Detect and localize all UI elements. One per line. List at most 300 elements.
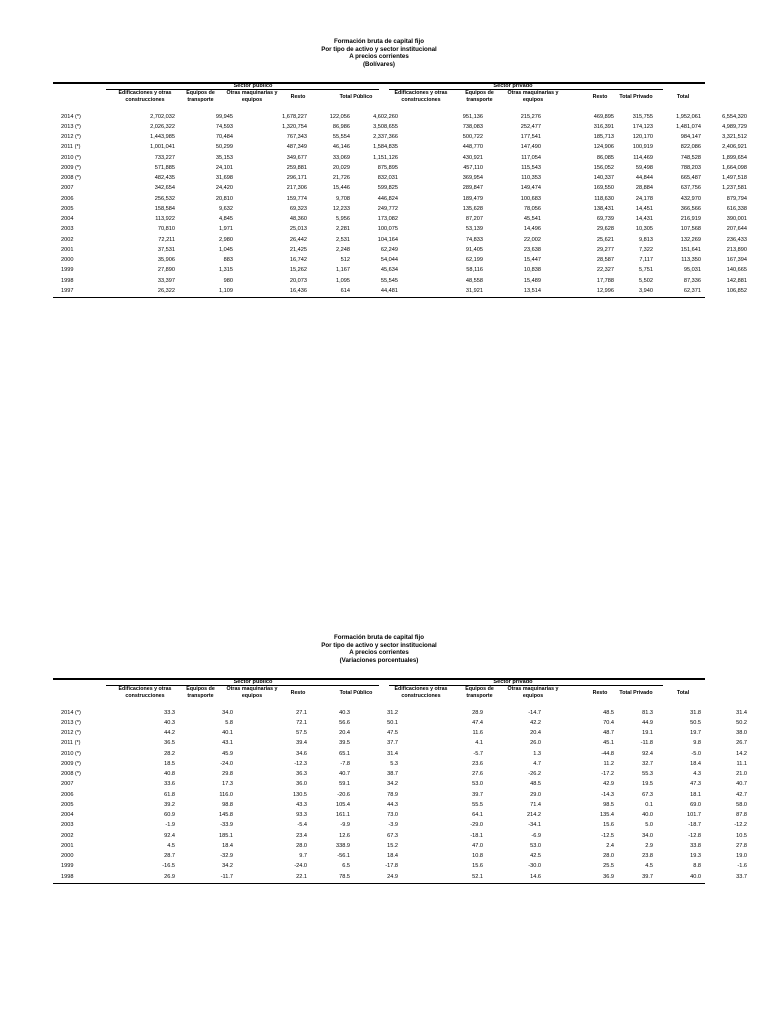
cell-resto-privado: 14,431 <box>635 216 653 222</box>
cell-resto-privado: 174,123 <box>632 123 653 130</box>
cell-transporte-privado: -34.1 <box>528 822 541 829</box>
cell-resto-publico: 2,281 <box>336 226 350 233</box>
cell-total-privado: 132,269 <box>680 236 701 243</box>
table-row <box>53 286 747 296</box>
table-row <box>53 718 747 728</box>
cell-total-publico: 173,082 <box>377 216 398 222</box>
cell-transporte-publico: 185.1 <box>219 832 233 839</box>
cell-resto-privado: 23.8 <box>642 853 653 859</box>
cell-total-publico: 73.0 <box>387 812 398 818</box>
table-row <box>53 204 747 214</box>
table-row <box>53 122 747 132</box>
data-table <box>53 707 747 881</box>
cell-edificaciones-privado: 951,136 <box>462 113 483 120</box>
cell-total-privado: 87,336 <box>683 277 701 284</box>
cell-resto-privado: 7,322 <box>639 246 653 253</box>
cell-total: 26.7 <box>736 740 747 747</box>
cell-total-publico: 38.7 <box>387 771 398 777</box>
cell-edificaciones-privado: 738,083 <box>462 123 483 130</box>
cell-transporte-privado: 29.0 <box>530 791 541 798</box>
row-year: 2010 (*) <box>61 750 81 757</box>
cell-edificaciones-publico: 60.9 <box>164 812 175 818</box>
col-header-transporte-privado: Equipos de transporte <box>465 90 494 103</box>
cell-resto-privado: 5.0 <box>645 822 653 829</box>
cell-transporte-privado: 22,002 <box>523 236 541 243</box>
cell-total-publico: 4,602,260 <box>373 113 398 120</box>
cell-resto-publico: 40.3 <box>339 709 350 716</box>
cell-edificaciones-publico: -16.5 <box>162 863 175 870</box>
cell-total: 87.8 <box>736 812 747 818</box>
cell-total: 236,433 <box>726 236 747 243</box>
cell-edificaciones-privado: 4.1 <box>475 740 483 747</box>
cell-total-publico: 45,634 <box>380 267 398 274</box>
title-line-2: Por tipo de activo y sector institucional <box>321 641 437 649</box>
cell-maquinarias-publico: -24.0 <box>294 863 307 870</box>
cell-edificaciones-privado: 39.7 <box>472 791 483 798</box>
cell-resto-publico: 78.5 <box>339 873 350 880</box>
cell-transporte-publico: 40.1 <box>222 730 233 736</box>
cell-transporte-privado: 13,514 <box>523 287 541 294</box>
cell-resto-publico: 86,986 <box>332 123 350 130</box>
cell-edificaciones-publico: 28.2 <box>164 750 175 757</box>
cell-maquinarias-publico: 217,306 <box>286 185 307 192</box>
cell-edificaciones-privado: 47.4 <box>472 719 483 726</box>
cell-total: 106,852 <box>726 287 747 294</box>
row-year: 1998 <box>61 873 74 880</box>
col-header-maquinarias-privado: Otras maquinarias y equipos <box>507 686 559 699</box>
row-year: 2007 <box>61 185 74 192</box>
col-header-resto-privado: Resto <box>592 690 608 697</box>
table-titles <box>53 38 705 68</box>
row-year: 2001 <box>61 246 74 253</box>
cell-edificaciones-publico: 92.4 <box>164 832 175 839</box>
row-year: 1997 <box>61 287 74 294</box>
cell-transporte-privado: 214.2 <box>527 812 541 818</box>
cell-maquinarias-privado: -12.5 <box>601 832 614 839</box>
cell-resto-publico: -56.1 <box>337 853 350 859</box>
cell-transporte-privado: 252,477 <box>520 123 541 130</box>
cell-resto-publico: 512 <box>340 257 350 263</box>
cell-edificaciones-publico: 36.5 <box>164 740 175 747</box>
cell-resto-privado: 39.7 <box>642 873 653 880</box>
cell-total: -1.6 <box>737 863 747 870</box>
cell-total: 4,989,729 <box>722 123 747 130</box>
cell-resto-privado: 34.0 <box>642 832 653 839</box>
cell-total-privado: 69.0 <box>690 801 701 808</box>
table-row <box>53 800 747 810</box>
cell-edificaciones-privado: 53.0 <box>472 781 483 788</box>
cell-resto-publico: 65.1 <box>339 750 350 757</box>
cell-maquinarias-privado: 12,996 <box>596 287 614 294</box>
cell-transporte-privado: 115,543 <box>521 164 541 171</box>
table-row <box>53 255 747 265</box>
row-year: 2000 <box>61 853 74 859</box>
cell-total-publico: 37.7 <box>387 740 398 747</box>
title-line-4: (Variaciones porcentuales) <box>339 656 419 664</box>
cell-total-publico: 67.3 <box>387 832 398 839</box>
cell-total-privado: 637,756 <box>680 185 701 192</box>
row-year: 2004 <box>61 216 74 222</box>
cell-total-privado: 665,487 <box>680 175 701 181</box>
cell-total: 140,665 <box>726 267 747 274</box>
cell-transporte-privado: 26.0 <box>530 740 541 747</box>
cell-total: 1,664,098 <box>722 164 747 171</box>
cell-total-privado: 50.5 <box>690 719 701 726</box>
cell-edificaciones-publico: 33,397 <box>157 277 175 284</box>
cell-edificaciones-privado: 48,558 <box>465 277 483 284</box>
cell-maquinarias-privado: 11.2 <box>603 760 614 767</box>
cell-total-publico: -17.8 <box>385 863 398 870</box>
cell-transporte-privado: 147,490 <box>520 144 541 151</box>
sector-privado-label: Sector privado <box>493 83 533 90</box>
cell-resto-privado: 67.3 <box>642 791 653 798</box>
cell-edificaciones-publico: 28.7 <box>164 853 175 859</box>
cell-maquinarias-publico: 22.1 <box>296 873 307 880</box>
cell-resto-publico: 1,095 <box>336 277 350 284</box>
cell-resto-privado: 315,755 <box>632 113 653 120</box>
cell-total-publico: 446,824 <box>377 195 398 202</box>
row-year: 2012 (*) <box>61 134 81 140</box>
row-year: 2003 <box>61 226 74 233</box>
cell-transporte-publico: 5.8 <box>225 719 233 726</box>
column-header <box>53 678 705 704</box>
row-year: 1999 <box>61 267 74 274</box>
cell-maquinarias-publico: 25,013 <box>289 226 307 233</box>
cell-total: -12.2 <box>734 822 747 829</box>
cell-maquinarias-privado: 48.5 <box>603 709 614 716</box>
cell-transporte-publico: -24.0 <box>220 760 233 767</box>
cell-transporte-publico: -33.9 <box>220 822 233 829</box>
cell-total: 21.0 <box>736 771 747 777</box>
cell-resto-publico: 56.6 <box>339 719 350 726</box>
cell-edificaciones-publico: 61.8 <box>164 791 175 798</box>
cell-transporte-privado: 14,496 <box>523 226 541 233</box>
cell-resto-publico: -7.8 <box>340 760 350 767</box>
cell-transporte-publico: 99,945 <box>215 113 233 120</box>
cell-maquinarias-publico: -12.3 <box>294 760 307 767</box>
cell-resto-publico: 105.4 <box>336 801 350 808</box>
col-header-resto-privado: Resto <box>592 94 608 101</box>
cell-edificaciones-privado: 58,116 <box>466 267 483 274</box>
cell-total: 390,001 <box>726 216 747 222</box>
cell-transporte-publico: 34.2 <box>222 863 233 870</box>
cell-maquinarias-publico: 26,442 <box>289 236 307 243</box>
cell-transporte-publico: 20,810 <box>215 195 233 202</box>
table-row <box>53 163 747 173</box>
cell-transporte-publico: 4,845 <box>219 216 233 222</box>
cell-maquinarias-privado: 29,628 <box>596 226 614 233</box>
column-header <box>53 82 705 108</box>
cell-edificaciones-privado: 53,139 <box>465 226 483 233</box>
cell-transporte-privado: 100,683 <box>520 195 541 202</box>
cell-total: 1,899,654 <box>722 154 747 161</box>
cell-total-publico: 18.4 <box>387 853 398 859</box>
cell-maquinarias-privado: 28.0 <box>603 853 614 859</box>
cell-transporte-publico: 17.3 <box>222 781 233 788</box>
cell-total-publico: 100,075 <box>377 226 398 233</box>
cell-total-privado: 18.4 <box>690 760 701 767</box>
cell-maquinarias-publico: 28.0 <box>296 842 307 849</box>
sector-privado-label: Sector privado <box>493 679 533 686</box>
cell-edificaciones-privado: 87,207 <box>465 216 483 222</box>
row-year: 2012 (*) <box>61 730 81 736</box>
cell-total-privado: 62,371 <box>683 287 701 294</box>
cell-maquinarias-publico: 16,742 <box>289 257 307 263</box>
cell-total-publico: 34.2 <box>387 781 398 788</box>
cell-edificaciones-publico: 571,885 <box>154 164 175 171</box>
cell-resto-publico: -20.6 <box>337 791 350 798</box>
title-line-2: Por tipo de activo y sector institucional <box>321 45 437 53</box>
cell-maquinarias-publico: 39.4 <box>296 740 307 747</box>
cell-transporte-privado: 4.7 <box>533 760 541 767</box>
table-row <box>53 748 747 758</box>
cell-edificaciones-publico: 26,322 <box>157 287 175 294</box>
col-header-edificaciones-publico: Edificaciones y otras construcciones <box>118 90 172 103</box>
title-line-3: A precios corrientes <box>349 53 409 61</box>
cell-maquinarias-privado: -44.8 <box>601 750 614 757</box>
cell-maquinarias-publico: 93.3 <box>296 812 307 818</box>
cell-transporte-privado: 23,638 <box>523 246 541 253</box>
cell-maquinarias-privado: 45.1 <box>603 740 614 747</box>
cell-edificaciones-privado: 91,405 <box>465 246 483 253</box>
cell-total: 10.5 <box>736 832 747 839</box>
cell-maquinarias-privado: 316,391 <box>593 123 614 130</box>
cell-maquinarias-privado: -14.3 <box>601 791 614 798</box>
table-row <box>53 214 747 224</box>
row-year: 2002 <box>61 236 74 243</box>
cell-edificaciones-publico: 33.6 <box>164 781 175 788</box>
cell-transporte-privado: 45,541 <box>523 216 541 222</box>
cell-total-publico: 104,164 <box>377 236 398 243</box>
cell-transporte-privado: 177,541 <box>520 134 541 140</box>
cell-edificaciones-privado: 430,921 <box>462 154 483 161</box>
cell-edificaciones-publico: 158,584 <box>154 205 175 212</box>
cell-resto-publico: 12.6 <box>339 832 350 839</box>
cell-transporte-publico: 45.9 <box>222 750 233 757</box>
table-body <box>53 111 747 296</box>
cell-transporte-publico: 2,980 <box>219 236 233 243</box>
cell-resto-privado: 32.7 <box>642 760 653 767</box>
cell-maquinarias-privado: 22,327 <box>596 267 614 274</box>
cell-resto-privado: 9,813 <box>639 236 653 243</box>
cell-maquinarias-publico: 9.7 <box>299 853 307 859</box>
table-row <box>53 830 747 840</box>
table-row <box>53 871 747 881</box>
cell-resto-publico: 20,029 <box>332 164 350 171</box>
cell-maquinarias-publico: 159,774 <box>286 195 307 202</box>
cell-transporte-privado: 14.6 <box>530 873 541 880</box>
row-year: 2011 (*) <box>61 144 81 151</box>
cell-total-publico: 5.3 <box>390 760 398 767</box>
table-row <box>53 707 747 717</box>
cell-total: 3,321,512 <box>722 134 747 140</box>
cell-maquinarias-publico: 20,073 <box>289 277 307 284</box>
row-year: 2003 <box>61 822 74 829</box>
table-row <box>53 173 747 183</box>
cell-transporte-publico: 1,315 <box>219 267 233 274</box>
cell-resto-privado: 24,178 <box>635 195 653 202</box>
table-row <box>53 728 747 738</box>
cell-total-privado: 18.1 <box>690 791 701 798</box>
cell-transporte-privado: 78,056 <box>523 205 541 212</box>
cell-edificaciones-privado: -18.1 <box>470 832 483 839</box>
cell-resto-publico: 33,069 <box>332 154 350 161</box>
cell-total-privado: 8.8 <box>693 863 701 870</box>
cell-total-privado: 19.7 <box>690 730 701 736</box>
col-header-transporte-publico: Equipos de transporte <box>186 90 215 103</box>
cell-resto-privado: -11.8 <box>640 740 653 747</box>
cell-maquinarias-privado: 98.5 <box>603 801 614 808</box>
cell-maquinarias-privado: 69,739 <box>596 216 614 222</box>
cell-edificaciones-publico: 40.8 <box>164 771 175 777</box>
cell-total-privado: 984,147 <box>680 134 701 140</box>
cell-resto-publico: 338.9 <box>336 842 350 849</box>
cell-total-publico: 15.2 <box>387 842 398 849</box>
cell-maquinarias-privado: 124,906 <box>593 144 614 151</box>
cell-total-publico: 47.5 <box>387 730 398 736</box>
cell-edificaciones-privado: 11.6 <box>472 730 483 736</box>
table-row <box>53 132 747 142</box>
cell-total-privado: -18.7 <box>688 822 701 829</box>
cell-edificaciones-publico: 4.5 <box>167 842 175 849</box>
row-year: 2005 <box>61 205 74 212</box>
cell-total: 33.7 <box>736 873 747 880</box>
cell-edificaciones-publico: 113,922 <box>155 216 175 222</box>
cell-maquinarias-publico: 36.3 <box>296 771 307 777</box>
cell-resto-publico: 39.5 <box>339 740 350 747</box>
cell-total: 1,497,518 <box>722 175 747 181</box>
cell-total-publico: -3.9 <box>388 822 398 829</box>
cell-resto-privado: 2.9 <box>645 842 653 849</box>
cell-total: 2,406,921 <box>722 144 747 151</box>
title-line-1: Formación bruta de capital fijo <box>333 38 425 45</box>
cell-maquinarias-publico: 259,881 <box>286 164 307 171</box>
cell-transporte-publico: 145.8 <box>219 812 233 818</box>
cell-resto-privado: 55.3 <box>642 771 653 777</box>
cell-resto-privado: 40.0 <box>642 812 653 818</box>
cell-total-publico: 31.2 <box>387 709 398 716</box>
table-row <box>53 810 747 820</box>
row-year: 2009 (*) <box>61 760 81 767</box>
col-header-edificaciones-privado: Edificaciones y otras construcciones <box>394 90 448 103</box>
row-year: 2001 <box>61 842 74 849</box>
row-year: 2009 (*) <box>61 164 81 171</box>
cell-edificaciones-publico: 39.2 <box>164 801 175 808</box>
cell-resto-privado: 5,502 <box>639 277 653 284</box>
cell-maquinarias-publico: 69,323 <box>289 205 307 212</box>
cell-transporte-publico: 34.0 <box>222 709 233 716</box>
cell-resto-privado: 81.3 <box>642 709 653 716</box>
cell-transporte-publico: 29.8 <box>222 771 233 777</box>
cell-resto-publico: 1,167 <box>336 267 350 274</box>
row-year: 2014 (*) <box>61 709 81 716</box>
cell-resto-publico: 2,531 <box>336 236 350 243</box>
table-row <box>53 738 747 748</box>
cell-resto-privado: 19.1 <box>642 730 653 736</box>
col-header-resto-publico: Resto <box>290 690 306 697</box>
cell-total: 38.0 <box>736 730 747 736</box>
cell-edificaciones-privado: 23.6 <box>472 760 483 767</box>
cell-maquinarias-privado: 118,630 <box>594 195 614 202</box>
cell-maquinarias-publico: 36.0 <box>296 781 307 788</box>
cell-total: 207,644 <box>726 226 747 233</box>
col-header-total-publico: Total Público <box>339 690 373 697</box>
cell-maquinarias-privado: 29,277 <box>596 246 614 253</box>
col-header-maquinarias-publico: Otras maquinarias y equipos <box>226 90 278 103</box>
cell-resto-privado: 59,498 <box>635 164 653 171</box>
cell-edificaciones-publico: 33.3 <box>164 709 175 716</box>
cell-edificaciones-privado: 74,833 <box>465 236 483 243</box>
table-bottom-rule <box>53 297 705 298</box>
cell-total: 1,237,581 <box>722 185 747 192</box>
cell-edificaciones-publico: 26.9 <box>164 873 175 880</box>
cell-total-privado: 216,919 <box>680 216 701 222</box>
cell-total-privado: 33.8 <box>690 842 701 849</box>
cell-resto-privado: 4.5 <box>645 863 653 870</box>
table-variaciones <box>53 634 747 884</box>
cell-transporte-privado: 71.4 <box>530 801 541 808</box>
cell-edificaciones-publico: 18.5 <box>164 760 175 767</box>
cell-total-privado: 19.3 <box>690 853 701 859</box>
table-body <box>53 707 747 881</box>
cell-maquinarias-publico: 15,262 <box>289 267 307 274</box>
cell-edificaciones-privado: 289,847 <box>462 185 483 192</box>
table-row <box>53 779 747 789</box>
cell-total-privado: 1,952,061 <box>676 113 701 120</box>
cell-maquinarias-publico: 1,320,754 <box>282 123 307 130</box>
cell-total-privado: 432,970 <box>680 195 701 202</box>
cell-maquinarias-privado: 25.5 <box>603 863 614 870</box>
cell-edificaciones-publico: 482,435 <box>154 175 175 181</box>
cell-transporte-privado: 42.2 <box>530 719 541 726</box>
table-row <box>53 111 747 121</box>
title-line-1: Formación bruta de capital fijo <box>333 634 425 641</box>
col-header-total: Total <box>676 94 690 101</box>
cell-total: 167,394 <box>726 257 747 263</box>
cell-maquinarias-privado: 138,431 <box>593 205 614 212</box>
cell-total-publico: 875,895 <box>377 164 398 171</box>
cell-edificaciones-privado: 31,921 <box>465 287 483 294</box>
cell-maquinarias-publico: 16,436 <box>289 287 307 294</box>
row-year: 1999 <box>61 863 74 870</box>
cell-edificaciones-publico: 40.3 <box>164 719 175 726</box>
row-year: 1998 <box>61 277 74 284</box>
cell-transporte-publico: -11.7 <box>220 873 233 880</box>
cell-transporte-privado: 110,353 <box>521 175 541 181</box>
cell-transporte-privado: -30.0 <box>528 863 541 870</box>
cell-maquinarias-publico: 27.1 <box>296 709 307 716</box>
cell-total-privado: -5.0 <box>691 750 701 757</box>
cell-edificaciones-publico: 256,532 <box>154 195 175 202</box>
cell-edificaciones-privado: 500,722 <box>462 134 483 140</box>
table-row <box>53 275 747 285</box>
cell-total-privado: 9.8 <box>693 740 701 747</box>
table-row <box>53 851 747 861</box>
cell-edificaciones-privado: 52.1 <box>472 873 483 880</box>
cell-transporte-privado: -26.2 <box>528 771 541 777</box>
cell-transporte-privado: 10,838 <box>523 267 541 274</box>
cell-total-privado: 31.8 <box>690 709 701 716</box>
title-line-4: (Bolívares) <box>363 60 395 68</box>
cell-edificaciones-privado: 189,479 <box>462 195 483 202</box>
row-year: 2005 <box>61 801 74 808</box>
cell-transporte-publico: 18.4 <box>222 842 233 849</box>
cell-transporte-publico: 1,109 <box>219 287 233 294</box>
cell-total-privado: 366,566 <box>680 205 701 212</box>
cell-resto-privado: 100,919 <box>632 144 653 151</box>
col-header-resto-publico: Resto <box>290 94 306 101</box>
cell-total: 42.7 <box>736 791 747 798</box>
